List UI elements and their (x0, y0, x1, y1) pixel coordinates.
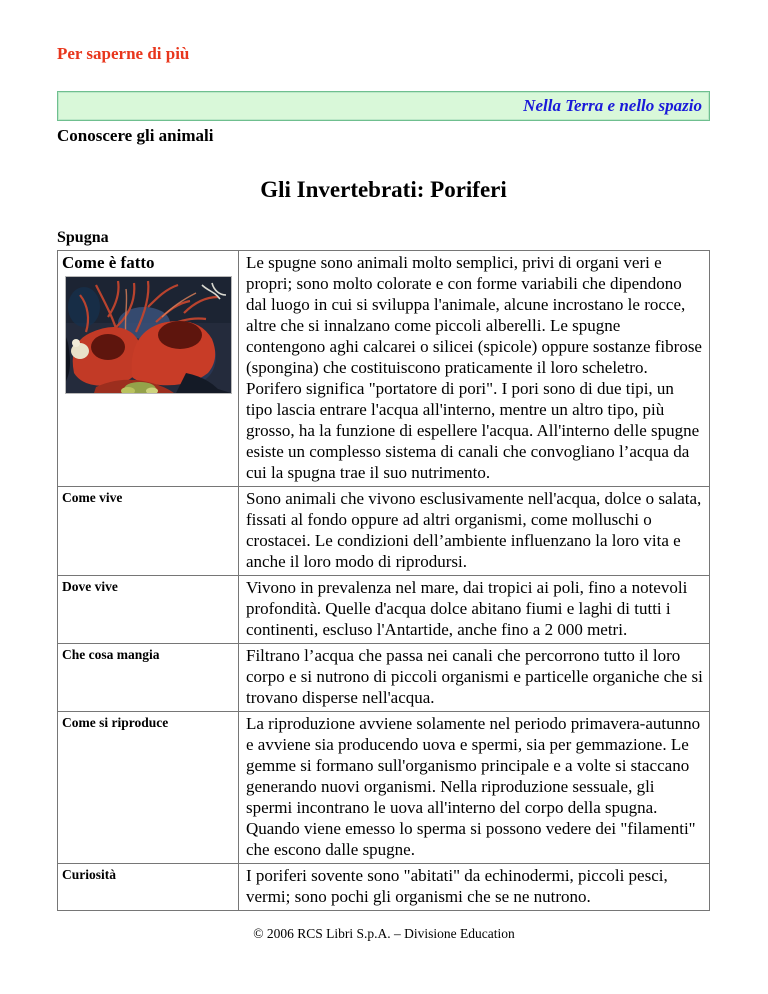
table-row-come-si-riproduce (58, 712, 710, 864)
subject-label: Spugna (57, 229, 109, 246)
page-title: Gli Invertebrati: Poriferi (260, 177, 507, 202)
row-text: I poriferi sovente sono "abitati" da echinodermi, piccoli pesci, vermi; sono pochi gli organismi che se ne nutrono. (238, 864, 709, 911)
table-row-dove-vive (58, 576, 710, 644)
row-label: Come è fatto (62, 253, 155, 272)
row-label: Come vive (62, 490, 123, 505)
series-banner-label: Nella Terra e nello spazio (523, 96, 702, 115)
table-row-come-vive (58, 487, 710, 576)
footer-copyright: © 2006 RCS Libri S.p.A. – Divisione Education (253, 926, 515, 941)
page-eyebrow: Per saperne di più (57, 44, 190, 63)
row-text: La riproduzione avviene solamente nel periodo primavera-autunno e avviene sia producendo uova e spermi, sia per gemmazione. Le gemme si formano sull'organismo principale e a volte si staccano generando nuovi organismi. Nella riproduzione sessuale, gli spermi incontrano le uova all'interno del corpo della spugna. Quando viene emesso lo sperma si possono vedere dei "filamenti" che escono dalle spugne. (238, 712, 709, 864)
table-row-come-e-fatto (58, 251, 710, 487)
row-label: Come si riproduce (62, 715, 169, 730)
row-label: Dove vive (62, 579, 118, 594)
row-text: Filtrano l’acqua che passa nei canali che percorrono tutto il loro corpo e si nutrono di piccoli organismi e particelle organiche che si trovano disperse nell'acqua. (238, 644, 709, 712)
info-table (57, 250, 710, 911)
row-text: Vivono in prevalenza nel mare, dai tropici ai poli, fino a notevoli profondità. Quelle d'acqua dolce abitano fiumi e laghi di tutti i continenti, escluso l'Antartide, anche fino a 2 000 metri. (238, 576, 709, 644)
section-heading: Conoscere gli animali (57, 126, 214, 145)
row-label: Curiosità (62, 867, 116, 882)
row-label: Che cosa mangia (62, 647, 160, 662)
table-row-che-cosa-mangia (58, 644, 710, 712)
table-row-curiosita (58, 864, 710, 911)
sponge-photo (65, 276, 232, 394)
row-text: Le spugne sono animali molto semplici, privi di organi veri e propri; sono molto colorate e con forme variabili che dipendono dal luogo in cui si sviluppa l'animale, alcune incrostano le rocce, altre che si innalzano come piccoli alberelli. Le spugne contengono aghi calcarei o silicei (spicole) oppure sostanze fibrose (spongina) che costituiscono praticamente il loro scheletro. Porifero significa "portatore di pori". I pori sono di due tipi, un tipo lascia entrare l'acqua all'interno, mentre un altro tipo, più grosso, ha la funzione di espellere l'acqua. All'interno delle spugne esiste un complesso sistema di canali che convogliano l’acqua da cui la spugna trae il suo nutrimento. (238, 251, 709, 487)
series-banner (57, 91, 710, 121)
row-text: Sono animali che vivono esclusivamente nell'acqua, dolce o salata, fissati al fondo oppure ad altri organismi, come molluschi o crostacei. Le condizioni dell’ambiente influenzano la loro vita e anche il loro modo di riprodursi. (238, 487, 709, 576)
